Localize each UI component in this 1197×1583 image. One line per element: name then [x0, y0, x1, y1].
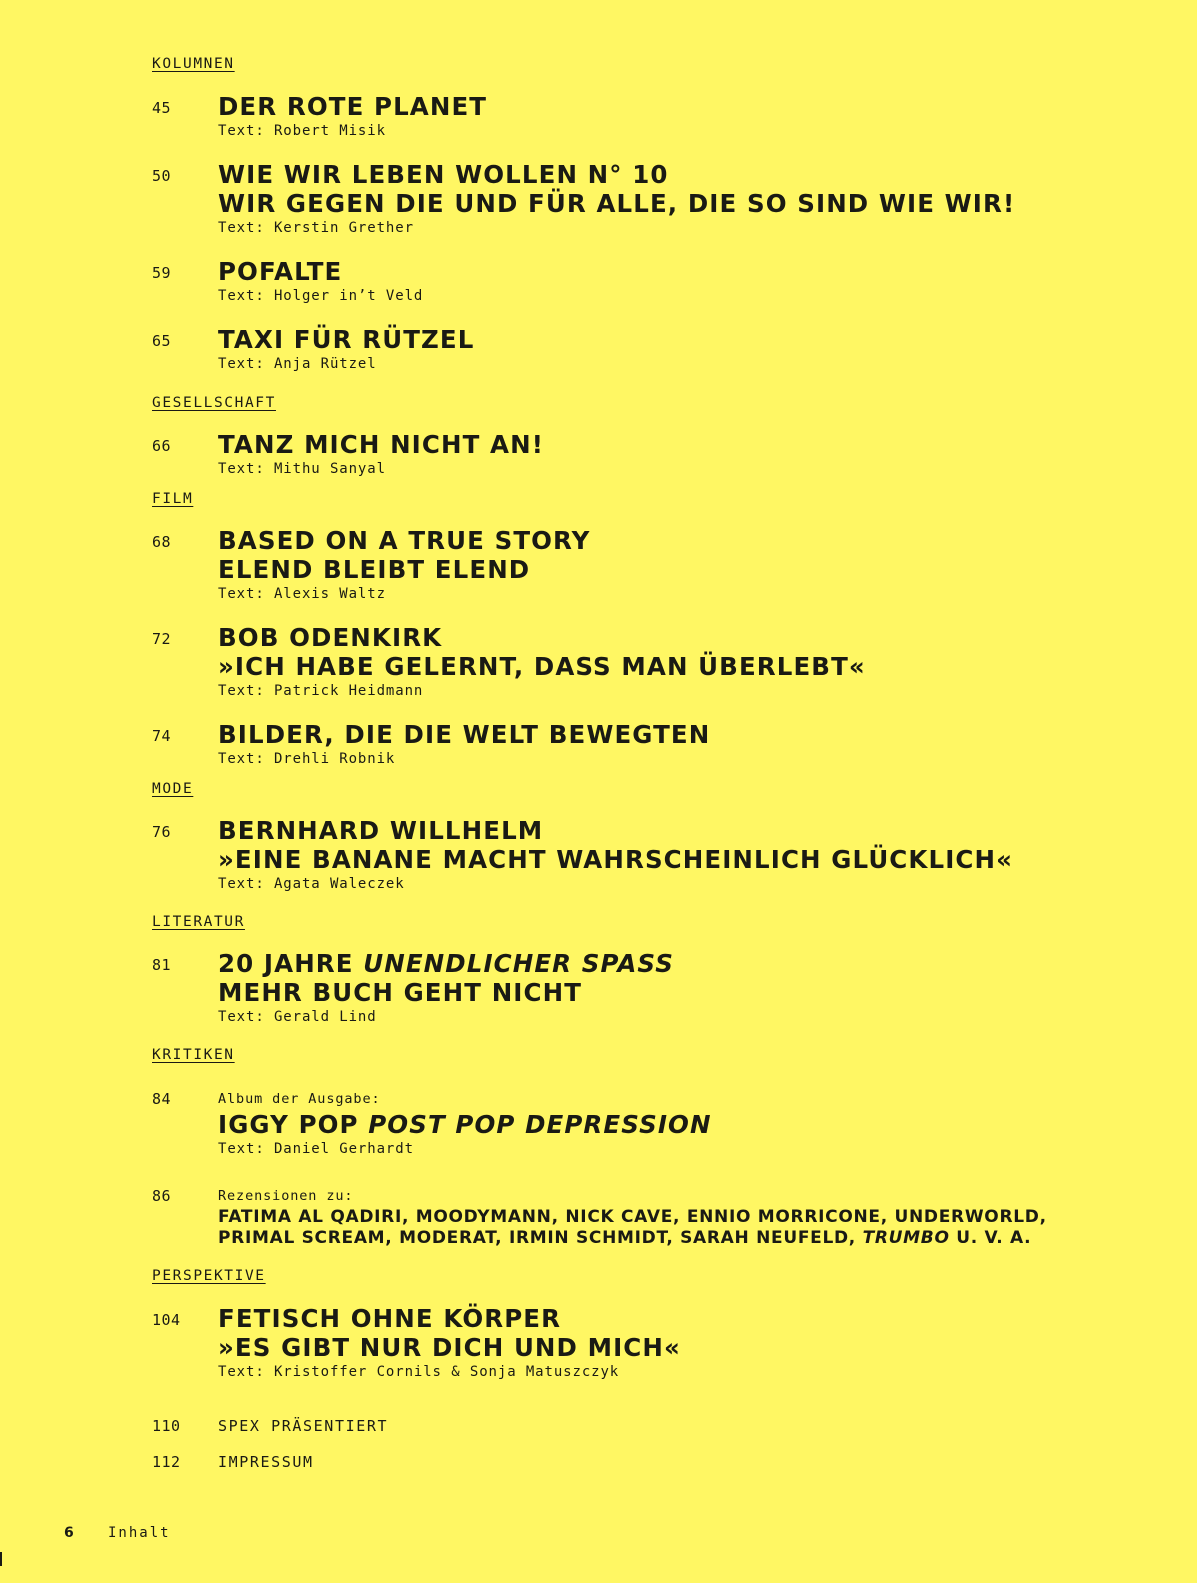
page-number: 86 — [152, 1187, 172, 1205]
page-number: 84 — [152, 1090, 172, 1108]
entry-title — [218, 949, 1178, 978]
page-number: 104 — [152, 1311, 181, 1329]
section-heading-gesellschaft: GESELLSCHAFT — [152, 395, 276, 411]
entry-title: WIE WIR LEBEN WOLLEN N° 10 — [218, 160, 669, 189]
section-heading-mode: MODE — [152, 781, 194, 797]
section-heading-film: FILM — [152, 491, 194, 507]
entry-title-artist: IGGY POP — [218, 1110, 369, 1139]
page-number: 65 — [152, 332, 172, 350]
page-number: 45 — [152, 99, 172, 117]
entry-author: Text: Alexis Waltz — [218, 586, 386, 602]
entry-author: Text: Anja Rützel — [218, 356, 377, 372]
entry-kicker: Album der Ausgabe: — [218, 1091, 381, 1107]
entry-subtitle: »ES GIBT NUR DICH UND MICH« — [218, 1333, 681, 1362]
page-number: 68 — [152, 533, 172, 551]
page-number: 50 — [152, 167, 172, 185]
review-list-film: TRUMBO — [862, 1228, 950, 1248]
entry-author: Text: Drehli Robnik — [218, 751, 396, 767]
folio-label: Inhalt — [108, 1525, 171, 1541]
review-list-suffix: U. V. A. — [949, 1228, 1032, 1248]
entry-author: Text: Patrick Heidmann — [218, 683, 424, 699]
page-number: 110 — [152, 1417, 181, 1435]
page-number: 81 — [152, 956, 172, 974]
entry-subtitle: MEHR BUCH GEHT NICHT — [218, 978, 583, 1007]
entry-title-album: POST POP DEPRESSION — [368, 1110, 712, 1139]
section-heading-kritiken: KRITIKEN — [152, 1047, 235, 1063]
page-number: 74 — [152, 727, 172, 745]
entry-author: Text: Agata Waleczek — [218, 876, 405, 892]
entry-author: Text: Kristoffer Cornils & Sonja Matuszczyk — [218, 1364, 620, 1380]
entry-title: BILDER, DIE DIE WELT BEWEGTEN — [218, 720, 711, 749]
entry-subtitle: »EINE BANANE MACHT WAHRSCHEINLICH GLÜCKLICH« — [218, 845, 1014, 874]
entry-subtitle: ELEND BLEIBT ELEND — [218, 555, 531, 584]
entry-title: BASED ON A TRUE STORY — [218, 526, 591, 555]
section-heading-literatur: LITERATUR — [152, 914, 245, 930]
review-list-line — [218, 1228, 1178, 1249]
section-heading-kolumnen: KOLUMNEN — [152, 56, 235, 72]
folio-page-number: 6 — [64, 1525, 74, 1541]
entry-kicker: Rezensionen zu: — [218, 1188, 354, 1204]
section-heading-perspektive: PERSPEKTIVE — [152, 1268, 266, 1284]
entry-title — [218, 1110, 1178, 1139]
page-number: 59 — [152, 264, 172, 282]
entry-title: POFALTE — [218, 257, 343, 286]
entry-title: BERNHARD WILLHELM — [218, 816, 544, 845]
page-number: 76 — [152, 823, 172, 841]
entry-label: IMPRESSUM — [218, 1453, 314, 1471]
page-number: 112 — [152, 1453, 181, 1471]
entry-title: BOB ODENKIRK — [218, 623, 443, 652]
page-number: 66 — [152, 437, 172, 455]
entry-author: Text: Robert Misik — [218, 123, 386, 139]
entry-author: Text: Daniel Gerhardt — [218, 1141, 414, 1157]
entry-title-work: UNENDLICHER SPASS — [363, 949, 674, 978]
entry-author: Text: Gerald Lind — [218, 1009, 377, 1025]
entry-title-prefix: 20 JAHRE — [218, 949, 364, 978]
review-list-line: FATIMA AL QADIRI, MOODYMANN, NICK CAVE, ENNIO MORRICONE, UNDERWORLD, — [218, 1207, 1047, 1227]
entry-title: TANZ MICH NICHT AN! — [218, 430, 544, 459]
entry-title: FETISCH OHNE KÖRPER — [218, 1304, 562, 1333]
entry-title: DER ROTE PLANET — [218, 92, 488, 121]
entry-label: SPEX PRÄSENTIERT — [218, 1417, 389, 1435]
entry-author: Text: Mithu Sanyal — [218, 461, 386, 477]
entry-author: Text: Kerstin Grether — [218, 220, 414, 236]
page-number: 72 — [152, 630, 172, 648]
review-list-names: PRIMAL SCREAM, MODERAT, IRMIN SCHMIDT, SARAH NEUFELD, — [218, 1228, 863, 1248]
edge-mark — [0, 1552, 2, 1566]
entry-title: TAXI FÜR RÜTZEL — [218, 325, 475, 354]
entry-author: Text: Holger in’t Veld — [218, 288, 424, 304]
entry-subtitle: WIR GEGEN DIE UND FÜR ALLE, DIE SO SIND WIE WIR! — [218, 189, 1016, 218]
entry-subtitle: »ICH HABE GELERNT, DASS MAN ÜBERLEBT« — [218, 652, 866, 681]
